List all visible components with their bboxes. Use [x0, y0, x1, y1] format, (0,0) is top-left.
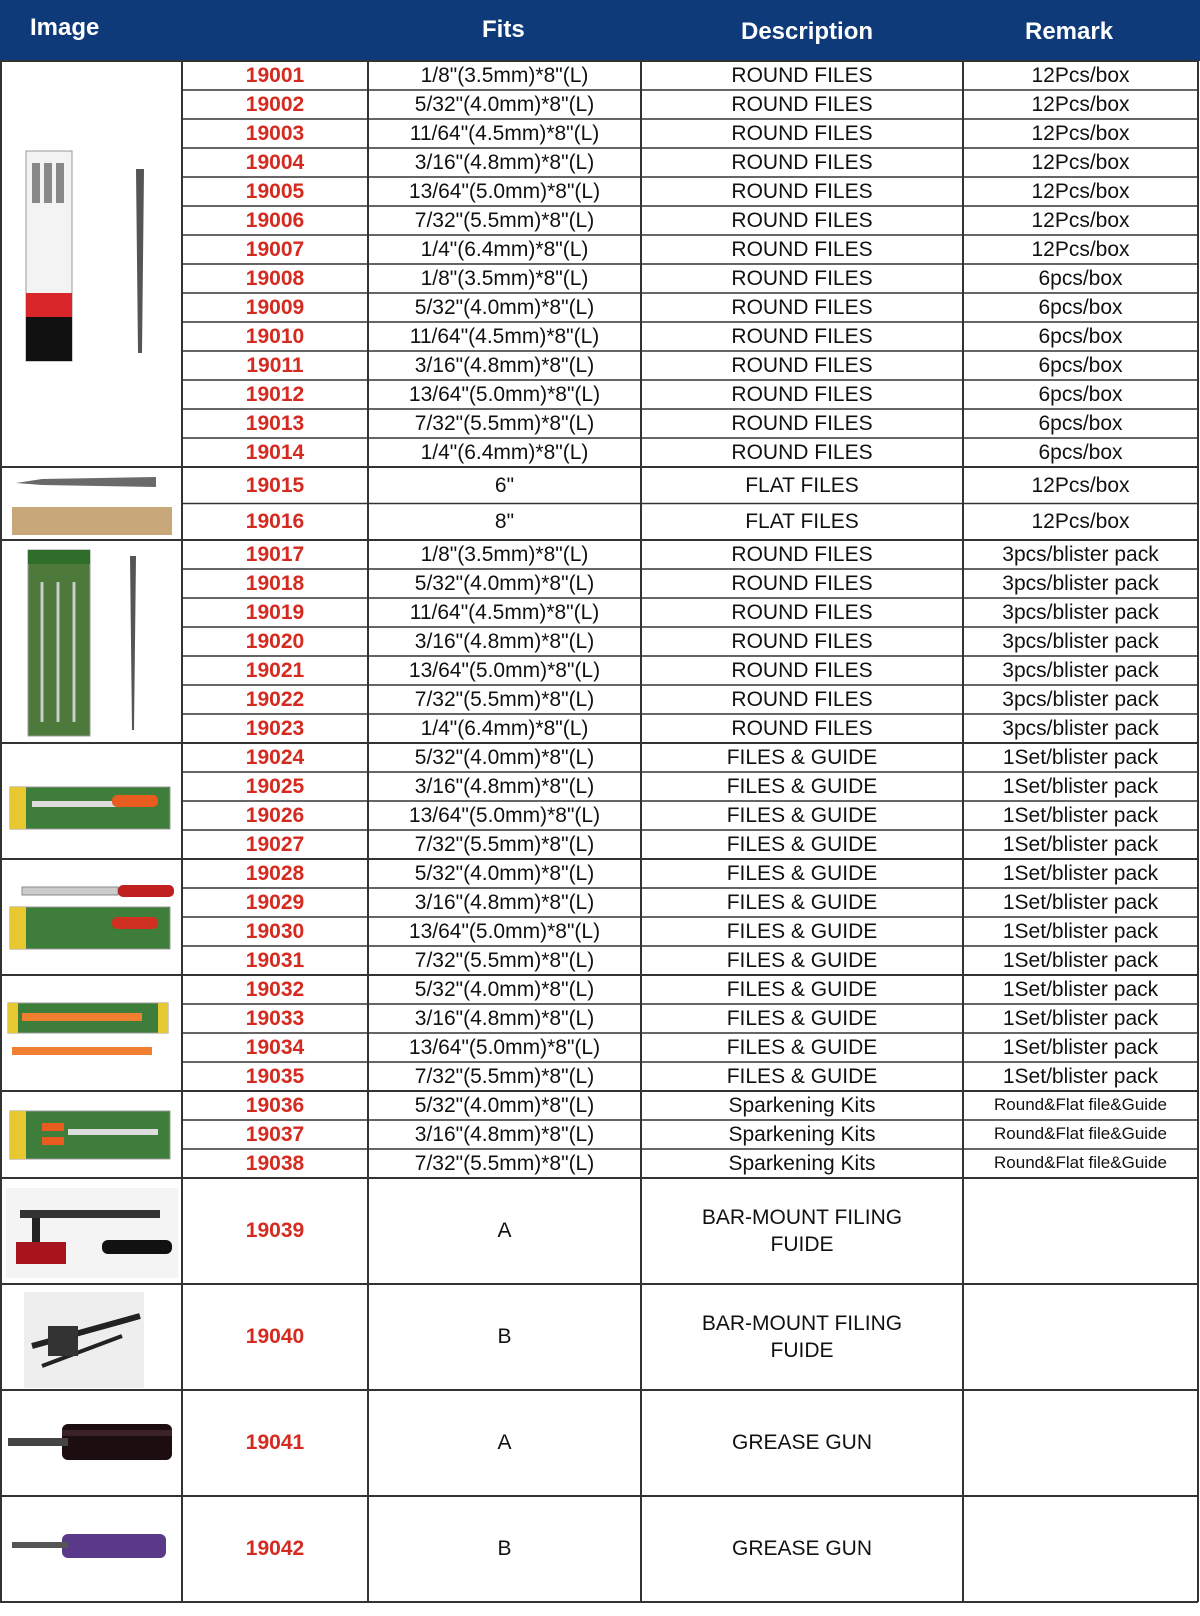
- product-code: 19010: [245, 324, 305, 348]
- product-remark: 1Set/blister pack: [1002, 803, 1159, 827]
- product-fits: 3/16"(4.8mm)*8"(L): [414, 629, 595, 653]
- product-image-cell: [2, 63, 180, 465]
- product-fits: 3/16"(4.8mm)*8"(L): [414, 1122, 595, 1146]
- product-fits: B: [497, 1325, 512, 1349]
- product-code: 19011: [246, 353, 304, 377]
- product-fits: 5/32"(4.0mm)*8"(L): [414, 295, 595, 319]
- product-image-cell: [2, 469, 180, 538]
- product-fits: 13/64"(5.0mm)*8"(L): [408, 179, 601, 203]
- product-description: ROUND FILES: [731, 353, 873, 377]
- product-description: FILES & GUIDE: [726, 774, 878, 798]
- sharpening-kit-photo: [2, 1093, 180, 1176]
- product-description: FILES & GUIDE: [726, 919, 878, 943]
- product-fits: 11/64"(4.5mm)*8"(L): [409, 600, 600, 624]
- files-guide-pack-photo: [2, 745, 180, 857]
- product-fits: 5/32"(4.0mm)*8"(L): [414, 571, 595, 595]
- product-fits: 6": [494, 473, 515, 497]
- product-description: Sparkening Kits: [728, 1093, 876, 1117]
- product-remark: 6pcs/box: [1038, 411, 1123, 435]
- product-remark: Round&Flat file&Guide: [994, 1124, 1167, 1144]
- product-image-cell: [2, 861, 180, 973]
- product-description: BAR-MOUNT FILING FUIDE: [701, 1205, 903, 1256]
- product-remark: 12Pcs/box: [1031, 121, 1130, 145]
- header-image: Image: [30, 14, 100, 41]
- product-fits: 5/32"(4.0mm)*8"(L): [414, 1093, 595, 1117]
- product-code: 19037: [245, 1122, 305, 1146]
- product-remark: 12Pcs/box: [1031, 510, 1130, 534]
- product-code: 19009: [245, 295, 305, 319]
- product-code: 19020: [245, 629, 305, 653]
- product-remark: 12Pcs/box: [1031, 179, 1130, 203]
- product-description: ROUND FILES: [731, 658, 873, 682]
- product-code: 19001: [245, 63, 305, 87]
- product-fits: 1/8"(3.5mm)*8"(L): [420, 63, 589, 87]
- header-fits: Fits: [482, 16, 525, 43]
- files-guide-handle-photo: [2, 861, 180, 973]
- product-code: 19014: [245, 440, 305, 464]
- product-remark: 1Set/blister pack: [1002, 1006, 1159, 1030]
- product-fits: 7/32"(5.5mm)*8"(L): [414, 208, 595, 232]
- product-image-cell: [2, 1286, 180, 1388]
- product-fits: 5/32"(4.0mm)*8"(L): [414, 745, 595, 769]
- product-code: 19021: [245, 658, 305, 682]
- product-fits: A: [497, 1219, 512, 1243]
- product-code: 19002: [245, 92, 305, 116]
- product-image-cell: [2, 542, 180, 741]
- product-code: 19006: [245, 208, 305, 232]
- product-remark: 1Set/blister pack: [1002, 861, 1159, 885]
- product-remark: 12Pcs/box: [1031, 208, 1130, 232]
- product-remark: 1Set/blister pack: [1002, 745, 1159, 769]
- product-description: ROUND FILES: [731, 92, 873, 116]
- product-description: GREASE GUN: [731, 1537, 873, 1561]
- product-code: 19039: [245, 1219, 305, 1243]
- product-remark: 3pcs/blister pack: [1002, 629, 1159, 653]
- product-code: 19019: [245, 600, 305, 624]
- product-description: FILES & GUIDE: [726, 803, 878, 827]
- product-remark: 1Set/blister pack: [1002, 1064, 1159, 1088]
- product-fits: 7/32"(5.5mm)*8"(L): [414, 832, 595, 856]
- product-code: 19029: [245, 890, 305, 914]
- grease-gun-b-photo: [2, 1498, 180, 1600]
- product-description: FILES & GUIDE: [726, 977, 878, 1001]
- product-fits: 1/4"(6.4mm)*8"(L): [420, 237, 589, 261]
- product-code: 19013: [245, 411, 305, 435]
- product-code: 19024: [245, 745, 305, 769]
- flat-file-photo: [2, 469, 180, 538]
- product-remark: 1Set/blister pack: [1002, 919, 1159, 943]
- product-code: 19017: [245, 542, 305, 566]
- product-remark: [963, 1284, 1198, 1390]
- product-description: ROUND FILES: [731, 295, 873, 319]
- product-code: 19042: [245, 1537, 305, 1561]
- product-remark: 3pcs/blister pack: [1002, 687, 1159, 711]
- product-remark: 12Pcs/box: [1031, 150, 1130, 174]
- product-remark: 12Pcs/box: [1031, 92, 1130, 116]
- product-fits: 13/64"(5.0mm)*8"(L): [408, 658, 601, 682]
- product-code: 19005: [245, 179, 305, 203]
- product-description: FILES & GUIDE: [726, 1006, 878, 1030]
- product-description: ROUND FILES: [731, 150, 873, 174]
- product-description: Sparkening Kits: [728, 1151, 876, 1175]
- product-description: ROUND FILES: [731, 208, 873, 232]
- product-code: 19018: [245, 571, 305, 595]
- product-fits: 1/4"(6.4mm)*8"(L): [420, 716, 589, 740]
- product-remark: 1Set/blister pack: [1002, 1035, 1159, 1059]
- product-remark: [963, 1496, 1198, 1602]
- product-remark: 12Pcs/box: [1031, 237, 1130, 261]
- product-remark: 3pcs/blister pack: [1002, 542, 1159, 566]
- product-remark: 6pcs/box: [1038, 353, 1123, 377]
- product-code: 19027: [245, 832, 305, 856]
- product-code: 19012: [245, 382, 305, 406]
- product-image-cell: [2, 1093, 180, 1176]
- product-fits: 1/8"(3.5mm)*8"(L): [420, 542, 589, 566]
- product-fits: 5/32"(4.0mm)*8"(L): [414, 977, 595, 1001]
- product-remark: 1Set/blister pack: [1002, 890, 1159, 914]
- product-fits: 7/32"(5.5mm)*8"(L): [414, 687, 595, 711]
- product-fits: 1/8"(3.5mm)*8"(L): [420, 266, 589, 290]
- product-fits: 13/64"(5.0mm)*8"(L): [408, 919, 601, 943]
- product-remark: 6pcs/box: [1038, 295, 1123, 319]
- product-description: ROUND FILES: [731, 571, 873, 595]
- product-code: 19030: [245, 919, 305, 943]
- product-description: ROUND FILES: [731, 121, 873, 145]
- product-code: 19008: [245, 266, 305, 290]
- product-code: 19007: [245, 237, 305, 261]
- product-description: FILES & GUIDE: [726, 861, 878, 885]
- product-code: 19028: [245, 861, 305, 885]
- product-code: 19031: [245, 948, 305, 972]
- product-fits: 3/16"(4.8mm)*8"(L): [414, 353, 595, 377]
- product-description: ROUND FILES: [731, 179, 873, 203]
- product-remark: 1Set/blister pack: [1002, 948, 1159, 972]
- product-description: ROUND FILES: [731, 600, 873, 624]
- product-fits: 7/32"(5.5mm)*8"(L): [414, 411, 595, 435]
- product-code: 19004: [245, 150, 305, 174]
- product-remark: 3pcs/blister pack: [1002, 600, 1159, 624]
- product-description: ROUND FILES: [731, 382, 873, 406]
- product-code: 19016: [245, 510, 305, 534]
- product-description: FLAT FILES: [745, 510, 859, 534]
- product-description: ROUND FILES: [731, 440, 873, 464]
- product-image-cell: [2, 1498, 180, 1600]
- product-fits: 11/64"(4.5mm)*8"(L): [409, 324, 600, 348]
- product-fits: 13/64"(5.0mm)*8"(L): [408, 803, 601, 827]
- product-fits: 3/16"(4.8mm)*8"(L): [414, 890, 595, 914]
- product-code: 19040: [245, 1325, 305, 1349]
- product-remark: 1Set/blister pack: [1002, 832, 1159, 856]
- product-image-cell: [2, 977, 180, 1089]
- product-remark: 3pcs/blister pack: [1002, 571, 1159, 595]
- product-fits: 3/16"(4.8mm)*8"(L): [414, 150, 595, 174]
- product-image-cell: [2, 745, 180, 857]
- product-code: 19034: [245, 1035, 305, 1059]
- product-code: 19041: [245, 1431, 305, 1455]
- files-guide-orange-photo: [2, 977, 180, 1089]
- product-fits: 3/16"(4.8mm)*8"(L): [414, 774, 595, 798]
- product-description: ROUND FILES: [731, 237, 873, 261]
- product-description: FILES & GUIDE: [726, 890, 878, 914]
- product-remark: [963, 1178, 1198, 1284]
- product-description: FILES & GUIDE: [726, 1035, 878, 1059]
- product-description: ROUND FILES: [731, 716, 873, 740]
- product-fits: 1/4"(6.4mm)*8"(L): [420, 440, 589, 464]
- product-remark: Round&Flat file&Guide: [994, 1153, 1167, 1173]
- product-description: FILES & GUIDE: [726, 745, 878, 769]
- grease-gun-a-photo: [2, 1392, 180, 1494]
- product-description: BAR-MOUNT FILING FUIDE: [701, 1311, 903, 1362]
- product-fits: 5/32"(4.0mm)*8"(L): [414, 861, 595, 885]
- product-code: 19015: [245, 473, 305, 497]
- bar-mount-guide-a-photo: [2, 1180, 180, 1282]
- product-code: 19025: [245, 774, 305, 798]
- product-description: ROUND FILES: [731, 411, 873, 435]
- product-fits: 8": [494, 510, 515, 534]
- product-description: ROUND FILES: [731, 687, 873, 711]
- product-description: FILES & GUIDE: [726, 832, 878, 856]
- product-remark: 12Pcs/box: [1031, 63, 1130, 87]
- product-description: ROUND FILES: [731, 63, 873, 87]
- bar-mount-guide-b-photo: [2, 1286, 180, 1388]
- product-code: 19022: [245, 687, 305, 711]
- product-remark: 6pcs/box: [1038, 324, 1123, 348]
- product-fits: 11/64"(4.5mm)*8"(L): [409, 121, 600, 145]
- product-fits: 3/16"(4.8mm)*8"(L): [414, 1006, 595, 1030]
- product-fits: B: [497, 1537, 512, 1561]
- product-code: 19036: [245, 1093, 305, 1117]
- product-remark: 6pcs/box: [1038, 266, 1123, 290]
- product-remark: 3pcs/blister pack: [1002, 658, 1159, 682]
- product-remark: Round&Flat file&Guide: [994, 1095, 1167, 1115]
- header-remark: Remark: [1025, 18, 1114, 45]
- product-code: 19038: [245, 1151, 305, 1175]
- product-description: FILES & GUIDE: [726, 1064, 878, 1088]
- product-description: ROUND FILES: [731, 324, 873, 348]
- product-fits: 7/32"(5.5mm)*8"(L): [414, 1064, 595, 1088]
- product-image-cell: [2, 1180, 180, 1282]
- product-remark: 1Set/blister pack: [1002, 977, 1159, 1001]
- product-code: 19035: [245, 1064, 305, 1088]
- product-remark: 6pcs/box: [1038, 382, 1123, 406]
- product-image-cell: [2, 1392, 180, 1494]
- product-fits: 7/32"(5.5mm)*8"(L): [414, 948, 595, 972]
- product-fits: A: [497, 1431, 512, 1455]
- product-description: Sparkening Kits: [728, 1122, 876, 1146]
- product-description: ROUND FILES: [731, 542, 873, 566]
- round-file-blister-photo: [2, 542, 180, 741]
- product-fits: 13/64"(5.0mm)*8"(L): [408, 382, 601, 406]
- product-fits: 7/32"(5.5mm)*8"(L): [414, 1151, 595, 1175]
- product-description: ROUND FILES: [731, 266, 873, 290]
- product-description: ROUND FILES: [731, 629, 873, 653]
- product-fits: 5/32"(4.0mm)*8"(L): [414, 92, 595, 116]
- product-code: 19032: [245, 977, 305, 1001]
- product-code: 19033: [245, 1006, 305, 1030]
- product-description: FLAT FILES: [745, 473, 859, 497]
- product-fits: 13/64"(5.0mm)*8"(L): [408, 1035, 601, 1059]
- product-remark: 3pcs/blister pack: [1002, 716, 1159, 740]
- product-description: FILES & GUIDE: [726, 948, 878, 972]
- product-remark: 1Set/blister pack: [1002, 774, 1159, 798]
- header-description: Description: [741, 18, 874, 45]
- product-code: 19003: [245, 121, 305, 145]
- product-description: GREASE GUN: [731, 1431, 873, 1455]
- product-code: 19023: [245, 716, 305, 740]
- round-file-box-photo: [2, 63, 180, 465]
- product-remark: [963, 1390, 1198, 1496]
- product-remark: 12Pcs/box: [1031, 473, 1130, 497]
- product-code: 19026: [245, 803, 305, 827]
- product-remark: 6pcs/box: [1038, 440, 1123, 464]
